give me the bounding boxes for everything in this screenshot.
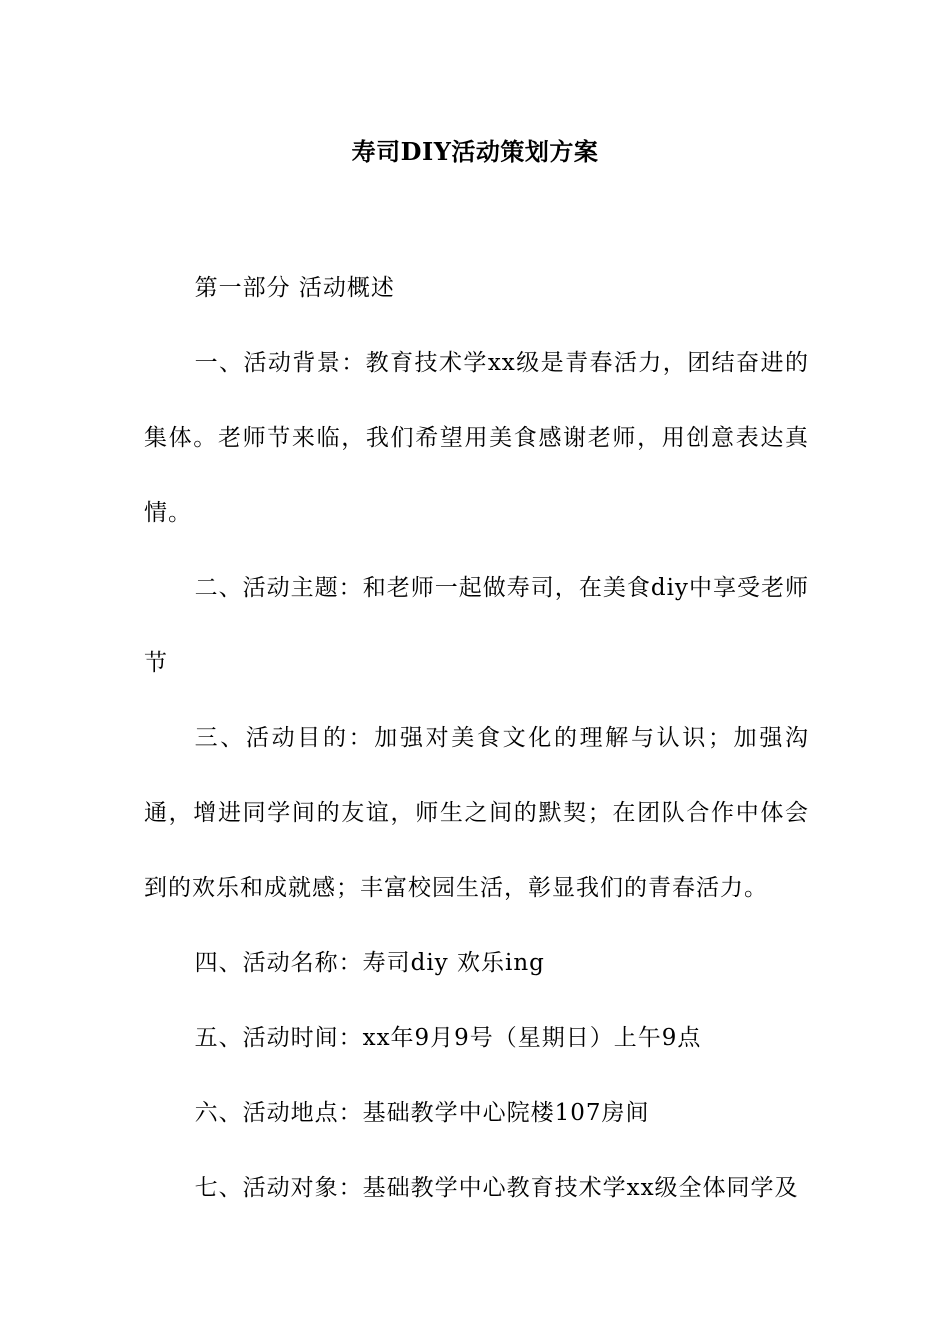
document-title: 寿司DIY活动策划方案 (351, 137, 599, 166)
paragraph-purpose: 三、活动目的：加强对美食文化的理解与认识；加强沟通，增进同学间的友谊，师生之间的默契；在团队合作中体会到的欢乐和成就感；丰富校园生活，彰显我们的青春活力。 (144, 725, 809, 901)
paragraph-theme: 二、活动主题：和老师一起做寿司，在美食diy中享受老师节 (144, 575, 809, 676)
paragraph-background: 一、活动背景：教育技术学xx级是青春活力，团结奋进的集体。老师节来临，我们希望用美食感谢老师，用创意表达真情。 (144, 350, 809, 526)
paragraph-location: 六、活动地点：基础教学中心院楼107房间 (194, 1100, 650, 1126)
section-heading: 第一部分 活动概述 (194, 275, 395, 301)
paragraph-name: 四、活动名称：寿司diy 欢乐ing (194, 950, 545, 976)
document-body (144, 251, 809, 1226)
paragraph-time: 五、活动时间：xx年9月9号（星期日）上午9点 (194, 1025, 702, 1051)
paragraph-audience: 七、活动对象：基础教学中心教育技术学xx级全体同学及 (194, 1175, 799, 1201)
